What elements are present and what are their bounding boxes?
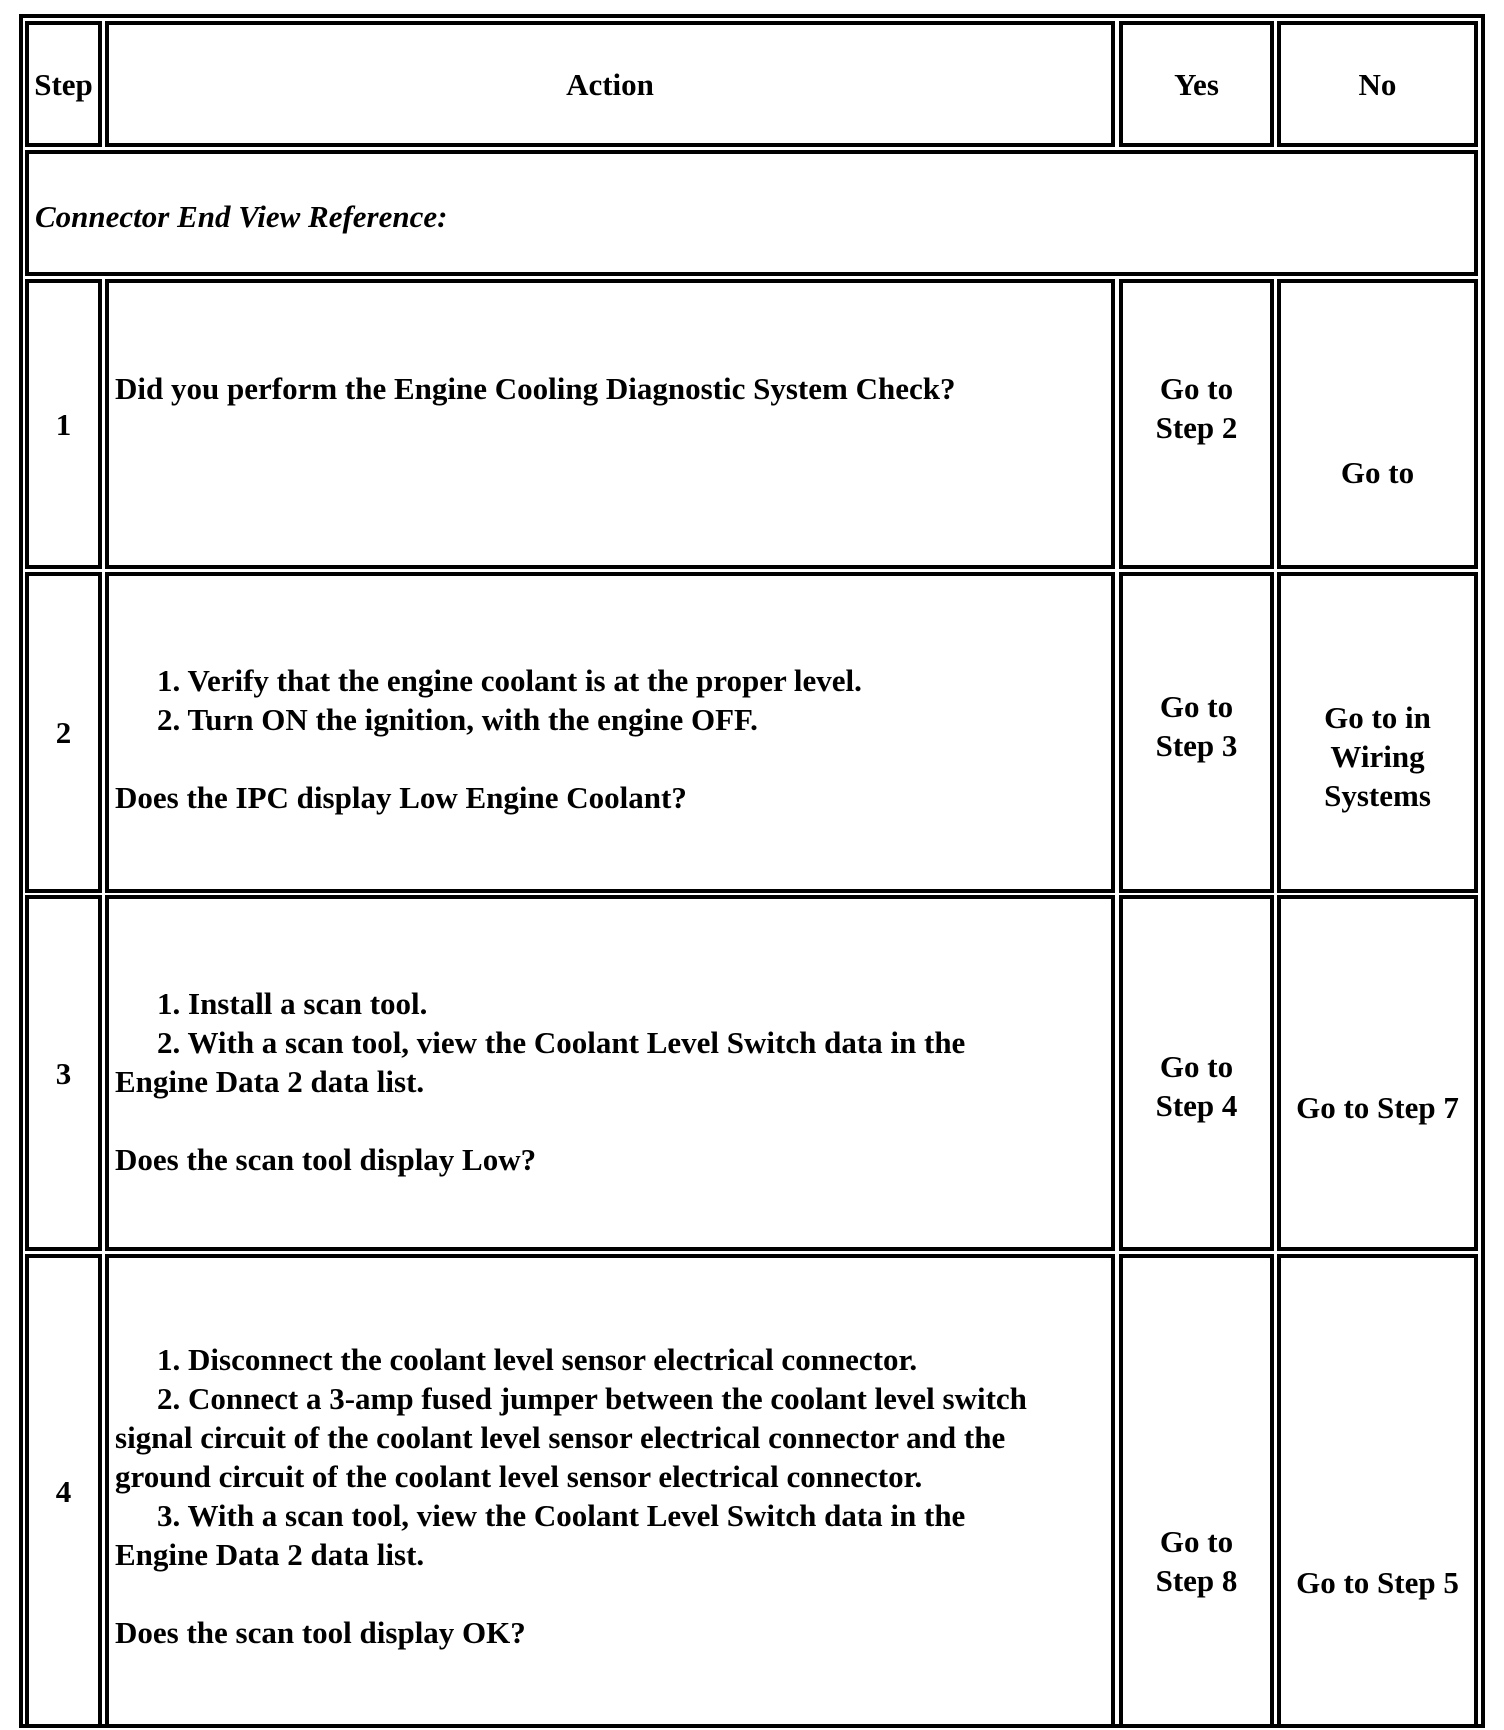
header-no: No: [1358, 66, 1397, 102]
step-4-action-item: ground circuit of the coolant level sensor electrical connector.: [115, 1459, 923, 1494]
step-4-number-cell: [25, 1254, 102, 1728]
step-3-yes-goto: Go to: [1159, 1049, 1234, 1084]
step-3-question: Does the scan tool display Low?: [115, 1142, 537, 1177]
step-2-number-cell: [25, 572, 102, 893]
step-4-yes-goto: Go to: [1159, 1524, 1234, 1559]
step-4-action-item: signal circuit of the coolant level sensor electrical connector and the: [115, 1420, 1006, 1455]
step-3-action-cell: [105, 895, 1115, 1251]
step-3-action-item: Engine Data 2 data list.: [115, 1064, 425, 1099]
step-number: 4: [55, 1473, 72, 1509]
step-3-no-cell: [1277, 895, 1478, 1251]
step-4-action-item: Engine Data 2 data list.: [115, 1537, 425, 1572]
step-1-action-cell: [105, 279, 1115, 569]
step-2-yes-goto: Go to: [1159, 689, 1234, 724]
step-4-yes-step: Step 8: [1155, 1563, 1238, 1598]
step-1-yes-cell: [1119, 279, 1274, 569]
step-1-yes-step: Step 2: [1155, 410, 1238, 445]
step-1-yes-goto: Go to: [1159, 371, 1234, 406]
step-4-action-item: 3. With a scan tool, view the Coolant Level Switch data in the: [157, 1498, 966, 1533]
step-2-yes-cell: [1119, 572, 1274, 893]
step-2-question: Does the IPC display Low Engine Coolant?: [115, 780, 687, 815]
step-4-action-item: 1. Disconnect the coolant level sensor electrical connector.: [157, 1342, 918, 1377]
header-yes-cell: [1119, 21, 1274, 147]
step-3-yes-step: Step 4: [1155, 1088, 1238, 1123]
step-1-no-cell: [1277, 279, 1478, 569]
header-action-cell: [105, 21, 1115, 147]
step-2-no-line: Systems: [1324, 778, 1431, 813]
header-action: Action: [566, 66, 654, 102]
step-number: 2: [55, 715, 72, 750]
step-3-no-goto: Go to Step 7: [1296, 1090, 1459, 1125]
step-3-action-item: 1. Install a scan tool.: [157, 986, 428, 1021]
step-4-action-item: 2. Connect a 3-amp fused jumper between the coolant level switch: [157, 1381, 1027, 1416]
step-3-yes-cell: [1119, 895, 1274, 1251]
step-2-yes-step: Step 3: [1155, 728, 1238, 763]
step-number: 3: [55, 1055, 72, 1091]
step-4-no-goto: Go to Step 5: [1296, 1565, 1459, 1600]
step-2-action-item: 2. Turn ON the ignition, with the engine OFF.: [157, 702, 758, 737]
step-4-yes-cell: [1119, 1254, 1274, 1728]
step-1-number-cell: [25, 279, 102, 569]
step-2-no-line: Wiring: [1330, 739, 1425, 774]
header-no-cell: [1277, 21, 1478, 147]
step-2-action-item: 1. Verify that the engine coolant is at the proper level.: [157, 663, 862, 698]
step-number: 1: [55, 406, 72, 442]
reference-row: [25, 150, 1478, 276]
step-3-number-cell: [25, 895, 102, 1251]
step-4-question: Does the scan tool display OK?: [115, 1615, 526, 1650]
step-4-no-cell: [1277, 1254, 1478, 1728]
connector-reference-label: Connector End View Reference:: [35, 199, 448, 234]
header-yes: Yes: [1174, 66, 1219, 102]
step-1-question: Did you perform the Engine Cooling Diagnostic System Check?: [115, 371, 956, 406]
step-1-no-goto: Go to: [1340, 455, 1415, 490]
header-step-cell: [25, 21, 102, 147]
step-4-action-cell: [105, 1254, 1115, 1728]
step-3-action-item: 2. With a scan tool, view the Coolant Level Switch data in the: [157, 1025, 966, 1060]
header-step: Step: [34, 66, 93, 102]
step-2-no-cell: [1277, 572, 1478, 893]
step-2-no-line: Go to in: [1324, 700, 1431, 735]
step-2-action-cell: [105, 572, 1115, 893]
